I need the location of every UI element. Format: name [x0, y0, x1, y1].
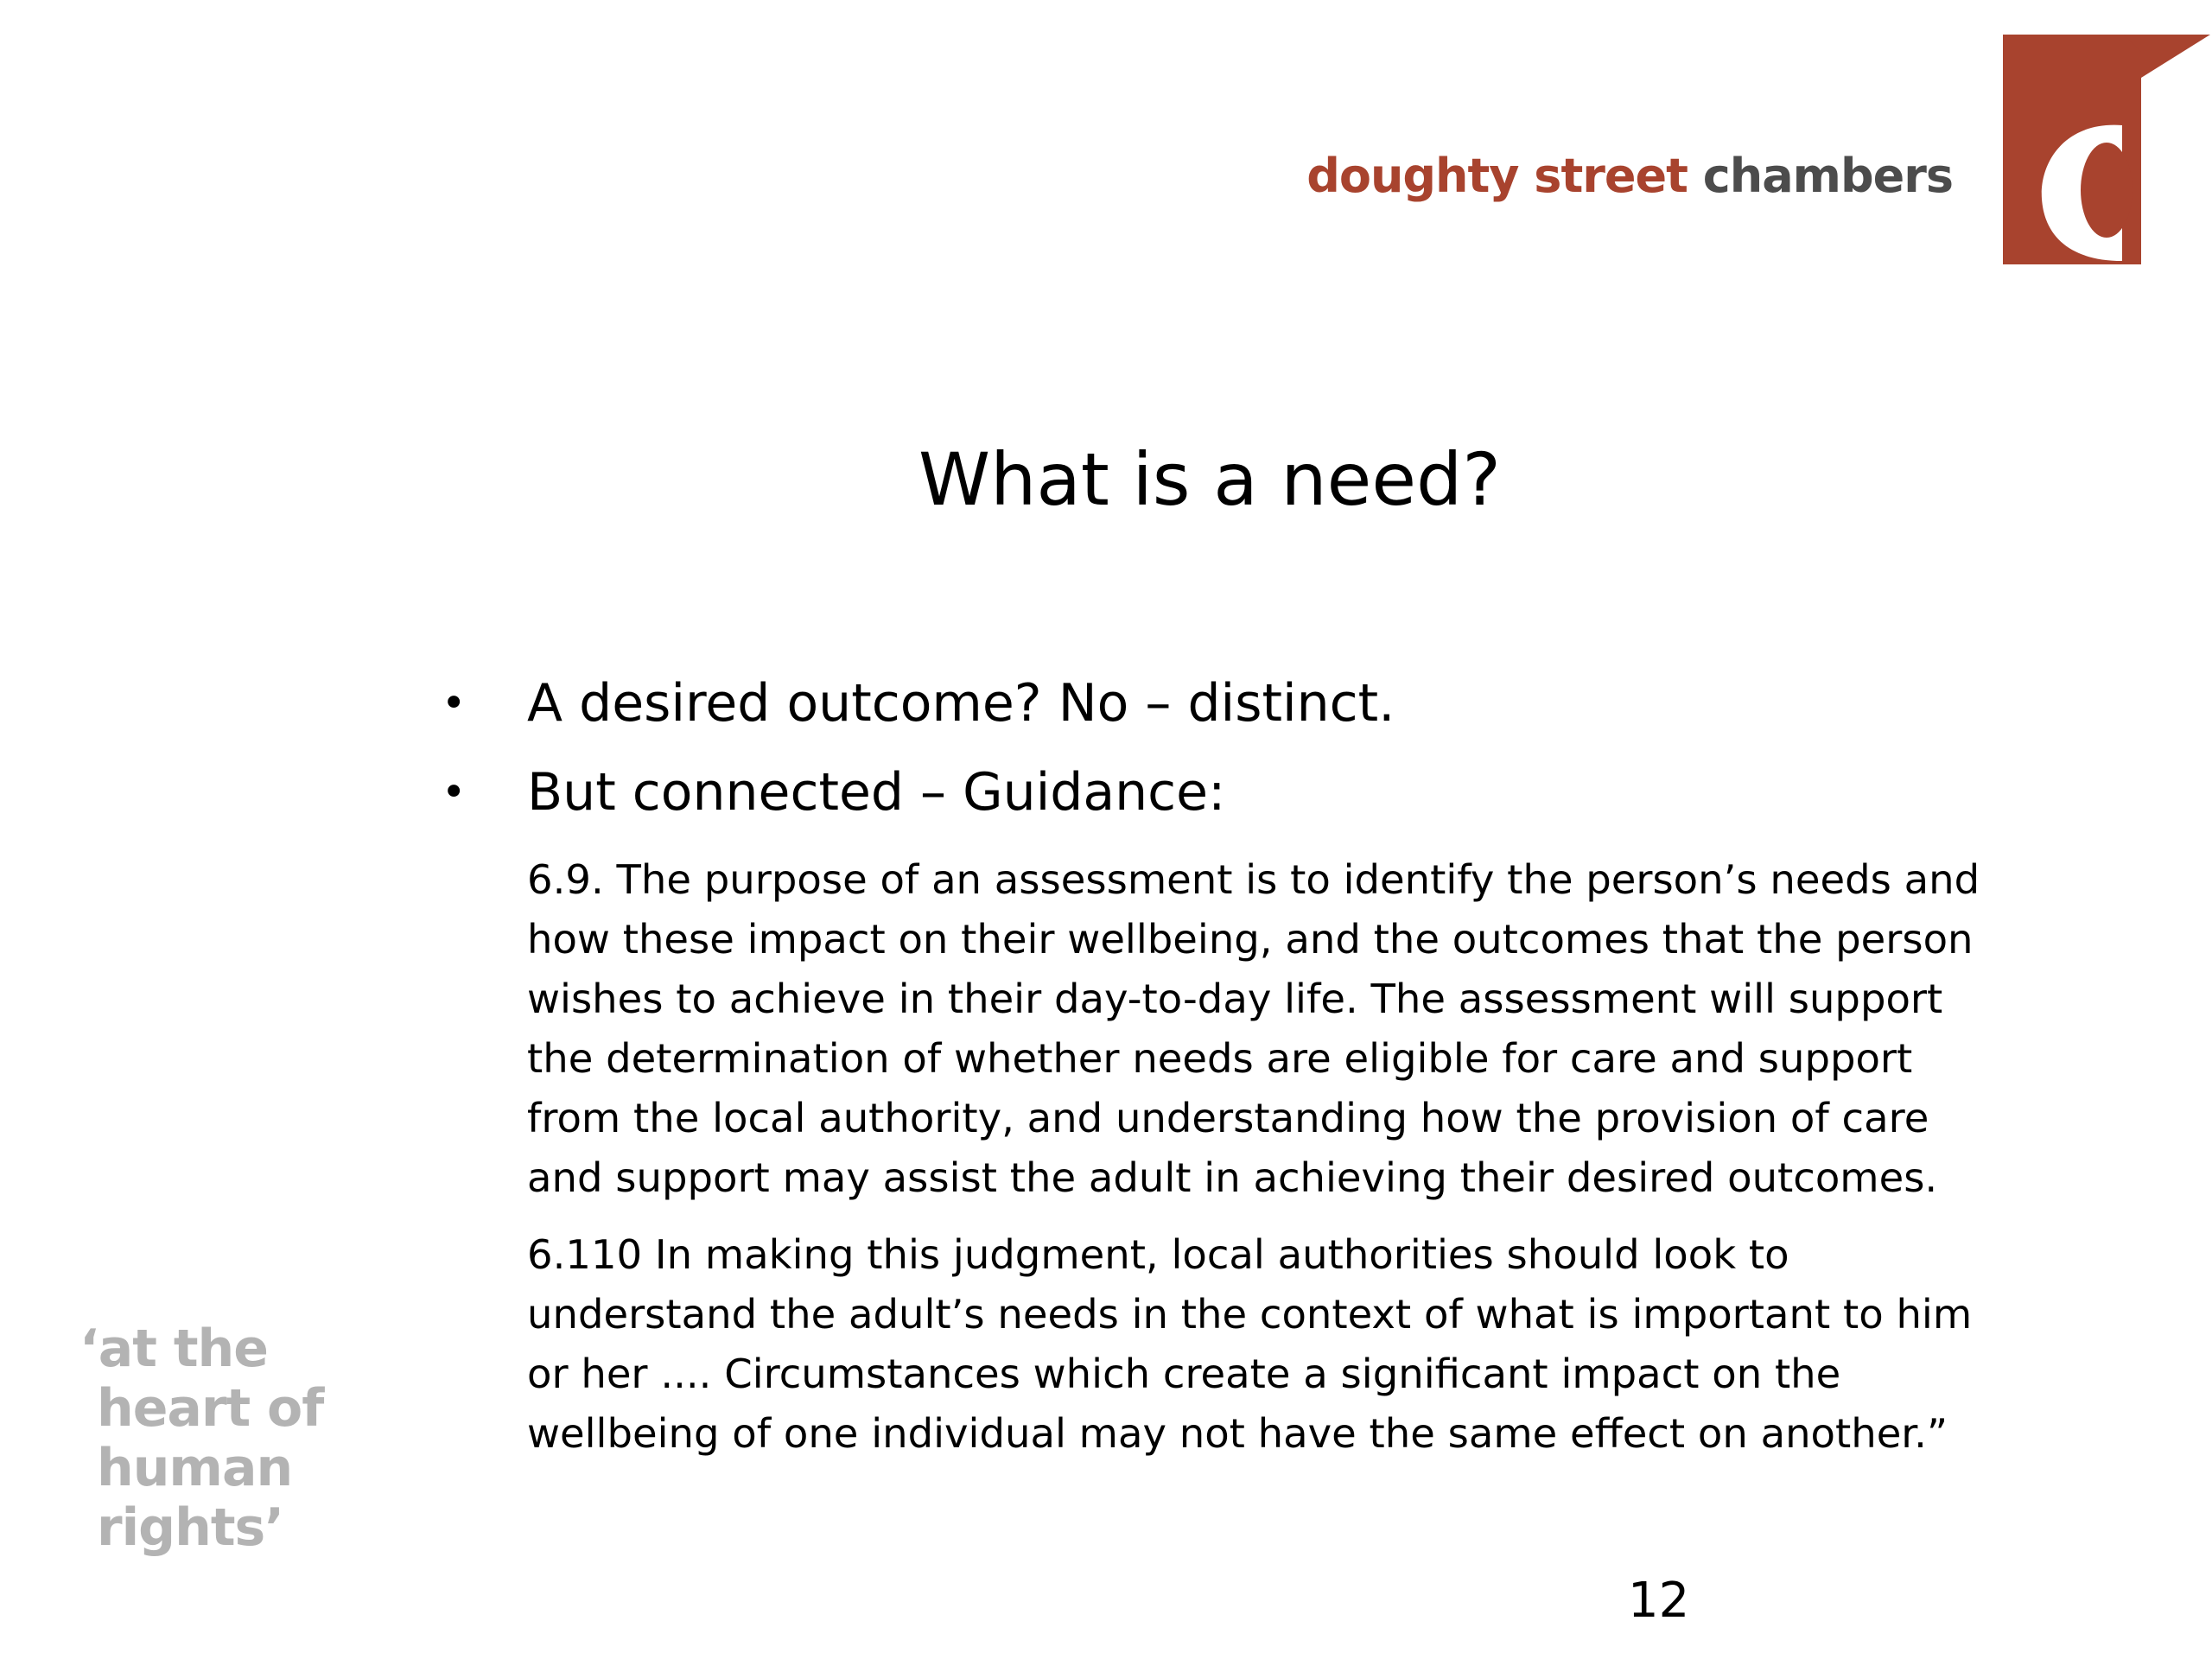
- guidance-quote-6-110: [527, 1225, 2031, 1464]
- quote-line: and support may assist the adult in achieving their desired outcomes.: [527, 1154, 1938, 1201]
- bullet-text: But connected – Guidance:: [527, 762, 1226, 823]
- brand-name-part1: doughty street: [1306, 149, 1688, 203]
- bullet-list: [436, 659, 1395, 837]
- tagline-line: ‘at the: [79, 1319, 268, 1379]
- quote-line: wishes to achieve in their day-to-day life. The assessment will support: [527, 976, 1943, 1022]
- bullet-dot-icon: •: [442, 679, 467, 728]
- bullet-text: A desired outcome? No – distinct.: [527, 673, 1395, 734]
- quote-line: wellbeing of one individual may not have the same effect on another.”: [527, 1410, 1948, 1457]
- slide-title: What is a need?: [918, 437, 1501, 522]
- bullet-item: [436, 659, 1395, 748]
- brand-logo-icon: [2003, 35, 2210, 264]
- tagline-line: human: [97, 1438, 293, 1498]
- tagline: [79, 1319, 323, 1558]
- quote-line: how these impact on their wellbeing, and the outcomes that the person: [527, 916, 1974, 963]
- quote-line: or her .... Circumstances which create a significant impact on the: [527, 1351, 1841, 1397]
- quote-line: understand the adult’s needs in the context of what is important to him: [527, 1291, 1973, 1338]
- bullet-item: [436, 748, 1395, 837]
- quote-line: from the local authority, and understanding how the provision of care: [527, 1095, 1929, 1141]
- quote-line: 6.9. The purpose of an assessment is to identify the person’s needs and: [527, 856, 1980, 903]
- tagline-line: rights’: [97, 1497, 284, 1558]
- brand-name-part2: chambers: [1702, 149, 1953, 203]
- page-number: 12: [1628, 1573, 1690, 1629]
- tagline-line: heart of: [97, 1378, 324, 1439]
- brand-wordmark: [1306, 149, 1953, 203]
- bullet-dot-icon: •: [442, 768, 467, 817]
- guidance-quote-6-9: [527, 850, 2031, 1208]
- quote-line: 6.110 In making this judgment, local authorities should look to: [527, 1231, 1789, 1278]
- quote-line: the determination of whether needs are eligible for care and support: [527, 1035, 1913, 1082]
